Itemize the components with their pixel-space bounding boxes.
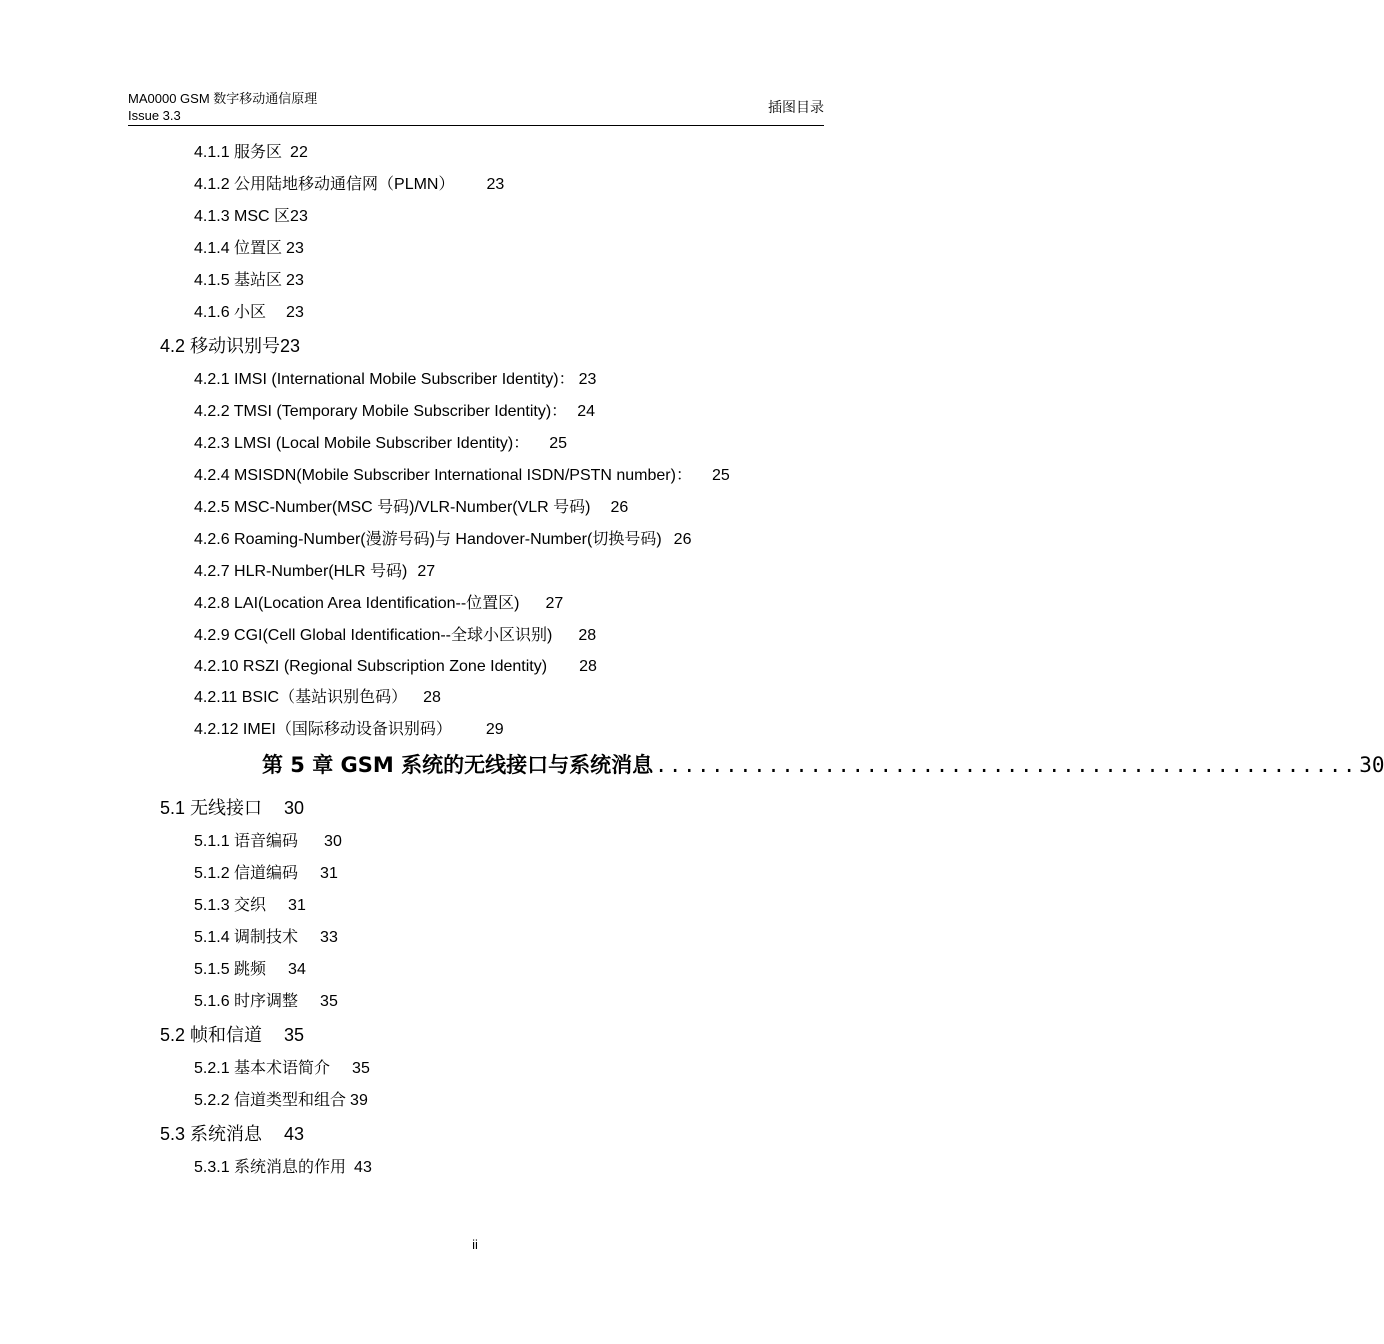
toc-entry-page: 30: [324, 833, 342, 850]
toc-entry-page: 23: [286, 272, 304, 289]
toc-entry-4-2-5[interactable]: [194, 498, 628, 518]
toc-entry-page: 27: [545, 595, 564, 612]
toc-entry-label: 4.2.11 BSIC（基站识别色码）: [194, 689, 408, 706]
toc-entry-label: 5.1.2 信道编码: [194, 865, 299, 882]
toc-entry-label: 4.2.5 MSC-Number(MSC 号码)/VLR-Number(VLR 号码): [194, 499, 591, 516]
toc-entry-5-1-2[interactable]: [194, 864, 338, 884]
toc-entry-page: 33: [320, 929, 338, 946]
toc-entry-label: 4.2.4 MSISDN(Mobile Subscriber International ISDN/PSTN number)：: [194, 467, 692, 484]
chapter-title: 第 5 章 GSM 系统的无线接口与系统消息: [262, 753, 654, 777]
toc-entry-label: 4.1.2 公用陆地移动通信网（PLMN）: [194, 176, 455, 193]
toc-entry-label: 4.2 移动识别号: [160, 336, 281, 356]
toc-entry-page: 23: [280, 336, 301, 356]
toc-entry-label: 5.3.1 系统消息的作用: [194, 1159, 347, 1176]
dot-leader: ..................................................: [655, 753, 1358, 777]
toc-entry-page: 28: [423, 689, 441, 706]
toc-entry-label: 5.3 系统消息: [160, 1124, 263, 1144]
toc-entry-page: 22: [290, 144, 308, 161]
toc-entry-label: 5.1 无线接口: [160, 798, 263, 818]
toc-entry-label: 5.1.6 时序调整: [194, 993, 299, 1010]
toc-entry-4-1-2[interactable]: [194, 175, 504, 195]
toc-entry-5-1-1[interactable]: [194, 832, 342, 852]
document-title: MA0000 GSM 数字移动通信原理: [128, 91, 318, 106]
toc-entry-page: 31: [288, 897, 306, 914]
toc-entry-label: 5.2.2 信道类型和组合: [194, 1092, 347, 1109]
toc-entry-chapter-5[interactable]: [262, 751, 1384, 779]
toc-entry-4-2-10[interactable]: [194, 657, 597, 677]
toc-entry-4-1-4[interactable]: [194, 239, 304, 259]
toc-entry-4-1-5[interactable]: [194, 271, 304, 291]
toc-entry-page: 26: [673, 531, 692, 548]
toc-entry-page: 24: [577, 403, 595, 420]
toc-entry-5-1[interactable]: [160, 797, 304, 819]
toc-entry-4-2-4[interactable]: [194, 466, 730, 486]
toc-entry-page: 35: [320, 993, 338, 1010]
toc-entry-label: 5.2.1 基本术语简介: [194, 1060, 331, 1077]
toc-entry-page: 23: [290, 208, 308, 225]
toc-entry-label: 4.1.6 小区: [194, 304, 267, 321]
toc-entry-4-2-8[interactable]: [194, 594, 563, 614]
toc-entry-label: 4.2.6 Roaming-Number(漫游号码)与 Handover-Number(切换号码): [194, 531, 662, 548]
toc-entry-label: 4.2.9 CGI(Cell Global Identification--全球小区识别): [194, 627, 553, 644]
toc-entry-label: 4.2.10 RSZI (Regional Subscription Zone Identity): [194, 658, 548, 675]
toc-entry-label: 5.2 帧和信道: [160, 1025, 263, 1045]
toc-entry-5-2-2[interactable]: [194, 1091, 368, 1111]
toc-entry-page: 35: [352, 1060, 370, 1077]
toc-entry-page: 35: [284, 1025, 305, 1045]
page-number: ii: [472, 1237, 478, 1252]
toc-entry-label: 5.1.4 调制技术: [194, 929, 299, 946]
toc-entry-5-3[interactable]: [160, 1123, 304, 1145]
page-header: [128, 91, 824, 126]
toc-entry-page: 23: [286, 304, 304, 321]
toc-entry-page: 28: [578, 627, 597, 644]
chapter-page: 30: [1359, 753, 1384, 777]
toc-entry-label: 4.1.3 MSC 区: [194, 208, 291, 225]
toc-entry-4-2[interactable]: [160, 335, 300, 357]
toc-entry-label: 4.2.2 TMSI (Temporary Mobile Subscriber Identity)：: [194, 403, 568, 420]
toc-entry-page: 43: [284, 1124, 305, 1144]
toc-entry-5-1-5[interactable]: [194, 960, 306, 980]
toc-entry-page: 43: [354, 1159, 372, 1176]
toc-entry-5-1-3[interactable]: [194, 896, 306, 916]
toc-entry-page: 39: [350, 1092, 368, 1109]
toc-entry-page: 23: [286, 240, 304, 257]
toc-entry-4-2-6[interactable]: [194, 530, 691, 550]
toc-entry-5-1-4[interactable]: [194, 928, 338, 948]
toc-entry-label: 5.1.5 跳频: [194, 961, 267, 978]
toc-entry-4-2-12[interactable]: [194, 720, 504, 740]
toc-entry-label: 4.2.1 IMSI (International Mobile Subscriber Identity)：: [194, 371, 575, 388]
issue-number: Issue 3.3: [128, 108, 181, 123]
toc-entry-4-2-2[interactable]: [194, 402, 595, 422]
toc-entry-label: 4.1.5 基站区: [194, 272, 283, 289]
toc-entry-label: 4.2.12 IMEI（国际移动设备识别码）: [194, 721, 452, 738]
toc-entry-5-1-6[interactable]: [194, 992, 338, 1012]
toc-entry-4-2-9[interactable]: [194, 626, 596, 646]
section-name: 插图目录: [768, 100, 824, 116]
toc-entry-label: 4.1.1 服务区: [194, 144, 283, 161]
toc-entry-5-2-1[interactable]: [194, 1059, 370, 1079]
toc-entry-page: 25: [711, 467, 730, 484]
toc-entry-label: 4.2.7 HLR-Number(HLR 号码): [194, 563, 408, 580]
toc-entry-label: 4.2.3 LMSI (Local Mobile Subscriber Identity)：: [194, 435, 530, 452]
toc-entry-page: 29: [485, 721, 504, 738]
toc-entry-label: 5.1.3 交织: [194, 897, 267, 914]
toc-entry-page: 31: [320, 865, 338, 882]
toc-entry-label: 4.1.4 位置区: [194, 240, 283, 257]
toc-entry-page: 23: [486, 176, 505, 193]
toc-entry-label: 4.2.8 LAI(Location Area Identification--位置区): [194, 595, 520, 612]
toc-entry-5-2[interactable]: [160, 1024, 304, 1046]
toc-entry-4-1-3[interactable]: [194, 207, 308, 227]
toc-entry-4-2-11[interactable]: [194, 688, 441, 708]
toc-entry-4-2-1[interactable]: [194, 370, 596, 390]
toc-entry-5-3-1[interactable]: [194, 1158, 372, 1178]
toc-entry-page: 34: [288, 961, 306, 978]
toc-entry-4-1-6[interactable]: [194, 303, 304, 323]
toc-entry-4-1-1[interactable]: [194, 143, 308, 163]
toc-entry-page: 26: [610, 499, 629, 516]
toc-entry-page: 27: [417, 563, 436, 580]
toc-entry-page: 23: [578, 371, 597, 388]
toc-entry-page: 30: [284, 798, 305, 818]
toc-entry-page: 25: [549, 435, 568, 452]
toc-entry-page: 28: [579, 658, 597, 675]
toc-entry-4-2-3[interactable]: [194, 434, 567, 454]
toc-entry-4-2-7[interactable]: [194, 562, 435, 582]
toc-entry-label: 5.1.1 语音编码: [194, 833, 299, 850]
